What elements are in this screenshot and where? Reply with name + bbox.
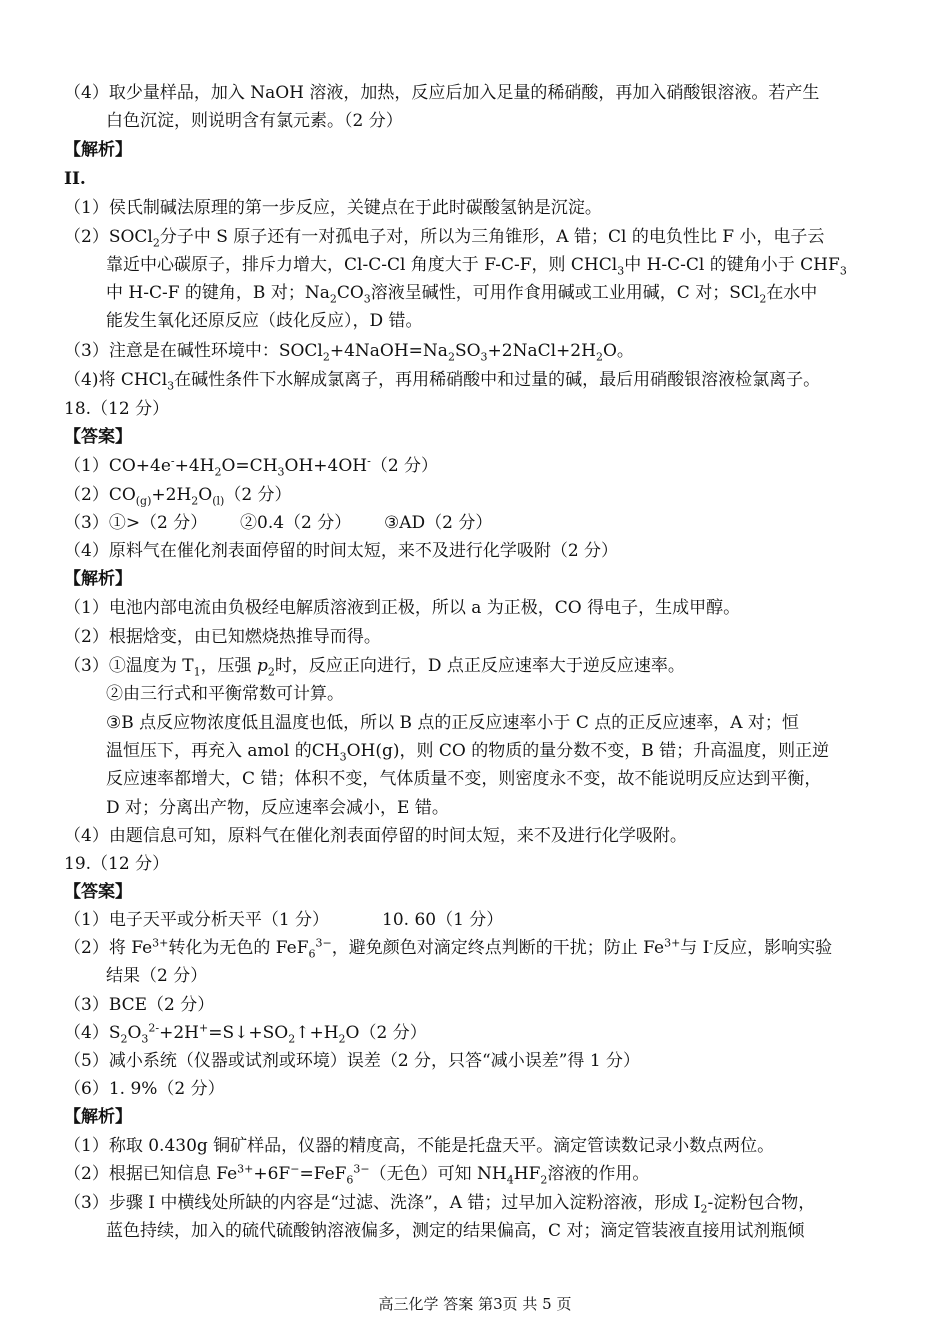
q18-title: 18.（12 分） <box>64 399 170 419</box>
s2-explain-4: （4)将 CHCl$_3$在碱性条件下水解成氯离子，再用稀硝酸中和过量的碱，最后用硝酸银溶液检氯离子。 <box>64 370 821 393</box>
q18-explain-3-line4: 温恒压下，再充入 amol 的$CH_3OH(g)$，则 CO 的物质的量分数不变，B 错；升高温度，则正逆 <box>106 741 830 764</box>
section-II-heading: II. <box>64 169 86 189</box>
q18-explain-3-line2: ②由三行式和平衡常数可计算。 <box>106 684 344 704</box>
q19-answer-5: （5）减小系统（仪器或试剂或环境）误差（2 分，只答“减小误差”得 1 分） <box>64 1051 641 1071</box>
q18-explain-3-line1: （3）①温度为 $T_1$，压强 $p_2$时，反应正向进行，D 点正反应速率大于逆反应速率。 <box>64 656 685 679</box>
q18-explain-1: （1）电池内部电流由负极经电解质溶液到正极，所以 a 为正极，CO 得电子，生成甲醇。 <box>64 598 741 618</box>
q18-explain-3-line3: ③B 点反应物浓度低且温度也低，所以 B 点的正反应速率小于 C 点的正反应速率，A 对；恒 <box>106 713 799 733</box>
s2-explain-1: （1）侯氏制碱法原理的第一步反应，关键点在于此时碳酸氢钠是沉淀。 <box>64 198 602 218</box>
q19-answer-3: （3）BCE（2 分） <box>64 995 215 1015</box>
q19-explain-3-line2: 蓝色持续，加入的硫代硫酸钠溶液偏多，测定的结果偏高，C 对；滴定管装液直接用试剂瓶倾 <box>106 1221 805 1241</box>
analysis-heading: 【解析】 <box>64 140 132 160</box>
q18-answer-3-part3: ③AD（2 分） <box>384 513 493 533</box>
q19-answer-2-line2: 结果（2 分） <box>106 966 208 986</box>
q19-explain-2: （2）根据已知信息 $Fe^{3+}+6F^-=FeF_6^{3-}$（无色）可知 $NH_4HF_2$溶液的作用。 <box>64 1162 650 1187</box>
q19-answer-4: $(4)S_2O_3^{2-}+2H^+=S↓+SO_2↑+H_2O(2$ 分） <box>64 1021 427 1046</box>
s2-explain-2-line1: （2）SOCl$_2$分子中 S 原子还有一对孤电子对，所以为三角锥形，A 错；Cl 的电负性比 F 小，电子云 <box>64 227 825 250</box>
page-footer: 高三化学 答案 第3页 共 5 页 <box>378 1295 572 1313</box>
q17-answer-4-line2: 白色沉淀，则说明含有氯元素。（2 分） <box>106 111 403 131</box>
q18-explain-4: （4）由题信息可知，原料气在催化剂表面停留的时间太短，来不及进行化学吸附。 <box>64 826 687 846</box>
q18-answer-1: $(1)CO+4e^-+4H_2O=CH_3OH+4OH^-(2$ 分） <box>64 454 439 479</box>
s2-explain-2-line3: 中 H-C-F 的键角，B 对；$Na_2CO_3$溶液呈碱性，可用作食用碱或工业用碱，C 对；SCl$_2$在水中 <box>106 283 818 306</box>
q18-explain-3-line5: 反应速率都增大，C 错；体积不变，气体质量不变，则密度永不变，故不能说明反应达到平衡， <box>106 769 822 789</box>
q18-answer-3-part1: （3）①>（2 分） <box>64 513 208 533</box>
q19-answer-1b: 10. 60（1 分） <box>382 910 504 930</box>
s2-explain-3: （3）注意是在碱性环境中：$SOCl_2+4NaOH=Na_2SO_3+2NaCl+2H_2O$。 <box>64 341 634 364</box>
q18-explain-2: （2）根据焓变，由已知燃烧热推导而得。 <box>64 627 381 647</box>
q18-answer-heading: 【答案】 <box>64 427 132 447</box>
q19-explain-1: （1）称取 0.430g 铜矿样品，仪器的精度高，不能是托盘天平。滴定管读数记录小数点两位。 <box>64 1136 775 1156</box>
q19-title: 19.（12 分） <box>64 854 170 874</box>
s2-explain-2-line2: 靠近中心碳原子，排斥力增大，Cl-C-Cl 角度大于 F-C-F，则 CHCl$_3$中 H-C-Cl 的键角小于 $CHF_3$ <box>106 255 847 278</box>
q19-analysis-heading: 【解析】 <box>64 1107 132 1127</box>
q18-answer-3-part2: ②0.4（2 分） <box>240 513 352 533</box>
q19-answer-6: （6）1. 9%（2 分） <box>64 1079 225 1099</box>
s2-explain-2-line4: 能发生氧化还原反应（歧化反应），D 错。 <box>106 311 423 331</box>
q19-answer-2-line1: （2）将 $Fe^{3+}$转化为无色的 FeF$_6^{3-}$，避免颜色对滴定终点判断的干扰；防止 $Fe^{3+}$与 I-反应，影响实验 <box>64 936 833 961</box>
q18-explain-3-line6: D 对；分离出产物，反应速率会减小，E 错。 <box>106 798 449 818</box>
q19-answer-1a: （1）电子天平或分析天平（1 分） <box>64 910 330 930</box>
q19-explain-3-line1: （3）步骤 I 中横线处所缺的内容是“过滤、洗涤”，A 错；过早加入淀粉溶液，形成 $I_2-$淀粉包合物， <box>64 1193 816 1216</box>
q18-answer-4: （4）原料气在催化剂表面停留的时间太短，来不及进行化学吸附（2 分） <box>64 541 619 561</box>
q18-answer-2: $(2)CO_{(g)}+2H_2O_{(l)}(2$ 分） <box>64 485 292 508</box>
q19-answer-heading: 【答案】 <box>64 882 132 902</box>
q18-analysis-heading: 【解析】 <box>64 569 132 589</box>
q17-answer-4-line1: （4）取少量样品，加入 NaOH 溶液，加热，反应后加入足量的稀硝酸，再加入硝酸银溶液。若产生 <box>64 83 820 103</box>
